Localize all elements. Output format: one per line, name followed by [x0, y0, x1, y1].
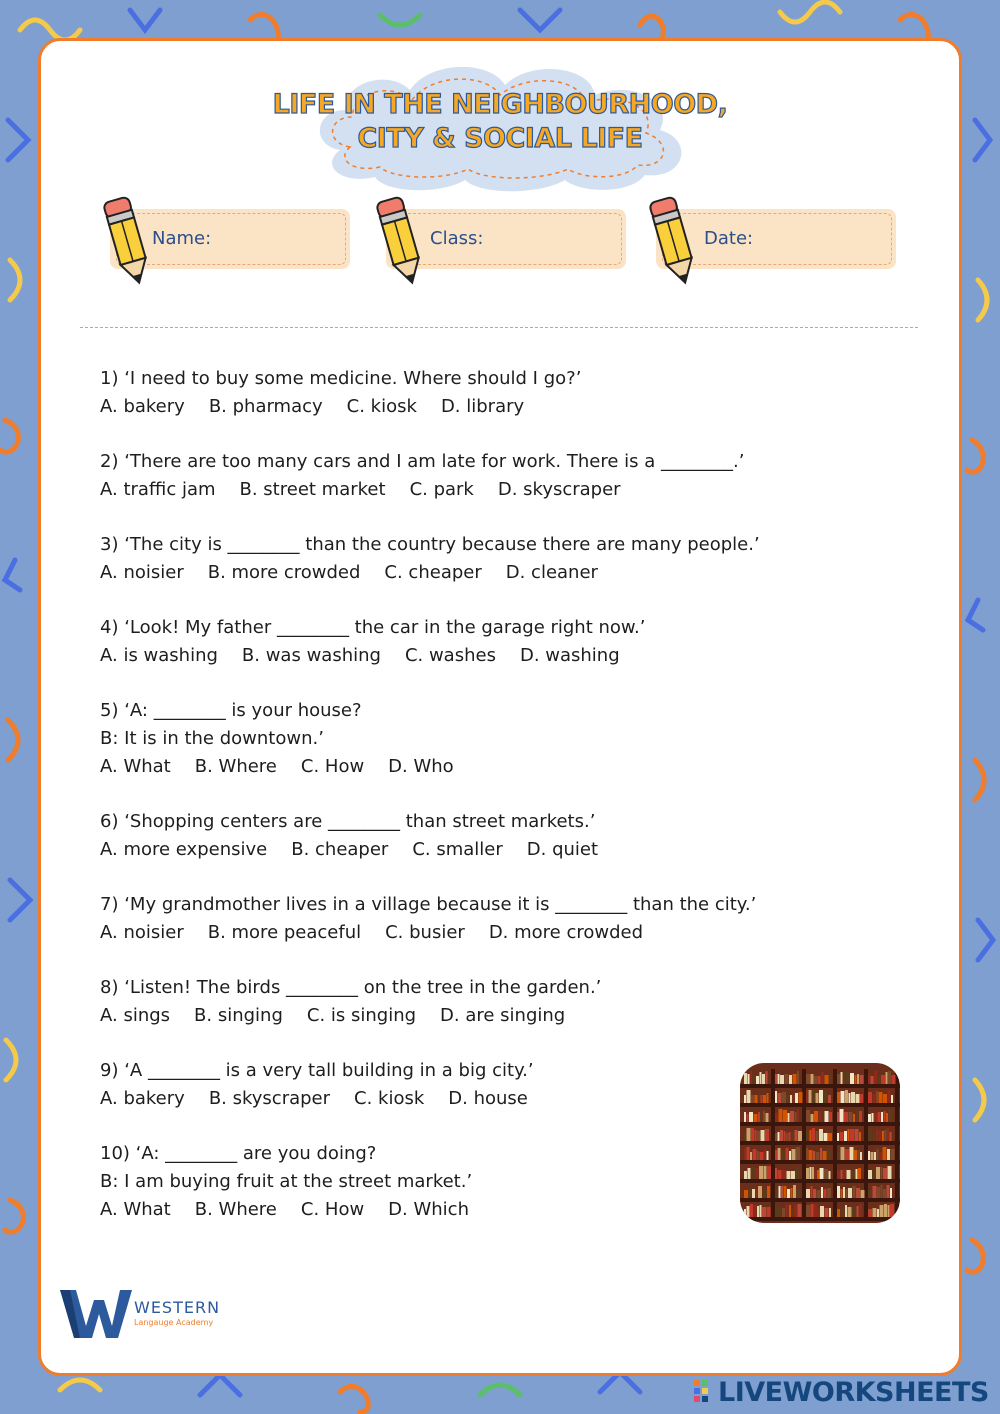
question-text: 9) ‘A ________ is a very tall building in a big city.’	[100, 1060, 534, 1081]
option-c[interactable]: C. is singing	[306, 1005, 417, 1026]
question-text: 6) ‘Shopping centers are ________ than street markets.’	[100, 811, 596, 832]
question-text-2: B: I am buying fruit at the street market.’	[100, 1171, 473, 1192]
question-text: 2) ‘There are too many cars and I am late for work. There is a ________.’	[100, 451, 745, 472]
option-d[interactable]: D. Who	[388, 756, 454, 777]
question-text: 8) ‘Listen! The birds ________ on the tree in the garden.’	[100, 977, 602, 998]
option-c[interactable]: C. park	[409, 479, 474, 500]
option-b[interactable]: B. cheaper	[291, 839, 389, 860]
class-label: Class:	[430, 228, 484, 249]
option-a[interactable]: A. sings	[100, 1005, 171, 1026]
option-b[interactable]: B. pharmacy	[208, 396, 323, 417]
option-d[interactable]: D. cleaner	[505, 562, 598, 583]
question-text: 4) ‘Look! My father ________ the car in the garage right now.’	[100, 617, 646, 638]
logo-w-icon	[60, 1286, 132, 1342]
question-text: 5) ‘A: ________ is your house?	[100, 700, 362, 721]
option-d[interactable]: D. house	[448, 1088, 528, 1109]
question-text: 3) ‘The city is ________ than the country because there are many people.’	[100, 534, 760, 555]
name-label: Name:	[152, 228, 212, 249]
option-c[interactable]: C. smaller	[412, 839, 503, 860]
option-b[interactable]: B. street market	[239, 479, 386, 500]
option-a[interactable]: A. traffic jam	[100, 479, 216, 500]
option-a[interactable]: A. more expensive	[100, 839, 268, 860]
logo-name: WESTERN	[134, 1298, 221, 1317]
bookshelf-image	[740, 1063, 900, 1223]
option-d[interactable]: D. skyscraper	[497, 479, 621, 500]
option-d[interactable]: D. are singing	[440, 1005, 566, 1026]
western-logo	[60, 1286, 230, 1342]
question-8	[100, 974, 800, 1030]
question-4	[100, 614, 800, 670]
option-c[interactable]: C. cheaper	[384, 562, 482, 583]
option-a[interactable]: A. bakery	[100, 396, 185, 417]
option-a[interactable]: A. What	[100, 756, 171, 777]
option-b[interactable]: B. Where	[194, 756, 277, 777]
option-d[interactable]: D. washing	[519, 645, 620, 666]
option-b[interactable]: B. singing	[194, 1005, 283, 1026]
option-b[interactable]: B. skyscraper	[208, 1088, 331, 1109]
option-c[interactable]: C. kiosk	[346, 396, 417, 417]
logo-subtitle: Langauge Academy	[134, 1318, 214, 1327]
option-d[interactable]: D. Which	[388, 1199, 469, 1220]
question-6	[100, 808, 800, 864]
option-c[interactable]: C. How	[300, 1199, 365, 1220]
option-c[interactable]: C. washes	[404, 645, 496, 666]
option-b[interactable]: B. more peaceful	[207, 922, 362, 943]
question-5	[100, 697, 800, 781]
date-label: Date:	[704, 228, 754, 249]
option-a[interactable]: A. bakery	[100, 1088, 185, 1109]
option-a[interactable]: A. What	[100, 1199, 171, 1220]
option-c[interactable]: C. kiosk	[354, 1088, 425, 1109]
option-a[interactable]: A. noisier	[100, 562, 184, 583]
title-line-2: CITY & SOCIAL LIFE	[357, 123, 643, 154]
question-3	[100, 531, 800, 587]
option-b[interactable]: B. more crowded	[207, 562, 361, 583]
page-title	[200, 88, 800, 156]
option-b[interactable]: B. was washing	[241, 645, 381, 666]
question-2	[100, 448, 800, 504]
question-text: 10) ‘A: ________ are you doing?	[100, 1143, 377, 1164]
option-d[interactable]: D. more crowded	[488, 922, 644, 943]
section-divider	[80, 327, 918, 328]
question-text: 7) ‘My grandmother lives in a village because it is ________ than the city.’	[100, 894, 757, 915]
question-10	[100, 1140, 800, 1224]
pencil-icon	[100, 192, 156, 288]
option-a[interactable]: A. is washing	[100, 645, 218, 666]
liveworksheets-watermark	[694, 1376, 994, 1410]
option-b[interactable]: B. Where	[194, 1199, 277, 1220]
option-a[interactable]: A. noisier	[100, 922, 184, 943]
option-c[interactable]: C. How	[300, 756, 365, 777]
liveworksheets-icon	[694, 1380, 716, 1410]
question-text-2: B: It is in the downtown.’	[100, 728, 324, 749]
liveworksheets-text: LIVEWORKSHEETS	[718, 1377, 989, 1408]
pencil-icon	[373, 192, 429, 288]
question-1	[100, 365, 800, 421]
title-line-1: LIFE IN THE NEIGHBOURHOOD,	[272, 89, 728, 120]
pencil-icon	[646, 192, 702, 288]
option-c[interactable]: C. busier	[385, 922, 465, 943]
option-d[interactable]: D. library	[440, 396, 525, 417]
question-7	[100, 891, 800, 947]
question-9	[100, 1057, 800, 1113]
option-d[interactable]: D. quiet	[526, 839, 599, 860]
question-text: 1) ‘I need to buy some medicine. Where should I go?’	[100, 368, 582, 389]
question-list	[100, 365, 800, 1251]
